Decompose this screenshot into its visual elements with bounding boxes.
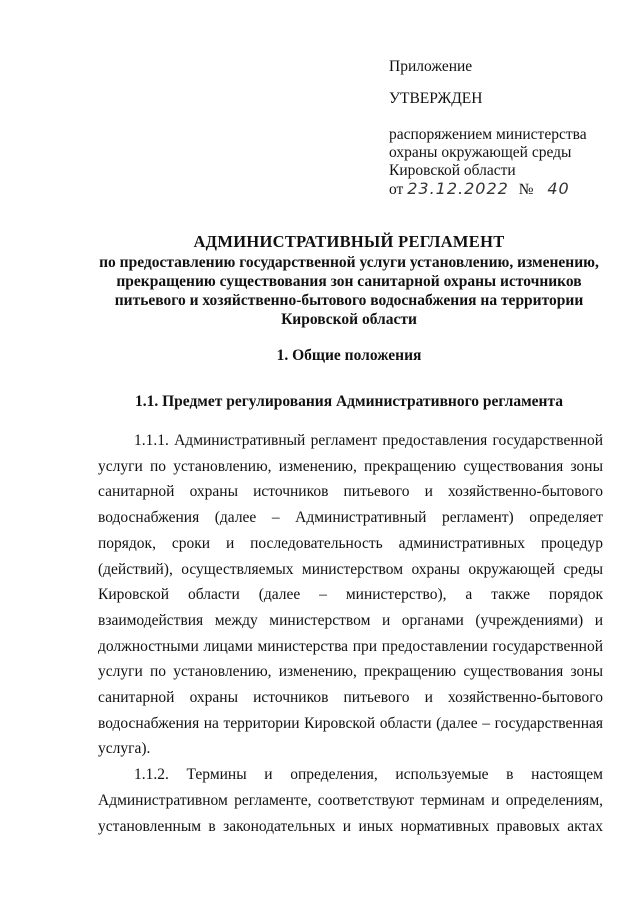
order-line: распоряжением министерства	[389, 126, 587, 143]
approval-block	[389, 58, 629, 199]
document-title	[94, 232, 604, 329]
order-text	[389, 126, 629, 199]
number-sign: №	[518, 181, 534, 198]
handwritten-number: 40	[547, 179, 570, 198]
paragraph-1-1-2: 1.1.2. Термины и определения, используемые в настоящем Административном регламенте, соответствуют терминам и определениям, установленным в законодательных и иных нормативных правовых актах	[98, 766, 603, 835]
order-line: Кировской области	[389, 162, 516, 179]
date-line	[389, 180, 629, 199]
section-heading-general: 1. Общие положения	[276, 347, 422, 364]
paragraph-1-1-1: 1.1.1. Административный регламент предоставления государственной услуги по установлению, изменению, прекращению существования зоны санитарной охраны источников питьевого и хозяйственно-бытового водоснабжения (далее – Административный регламент) определяет порядок, сроки и последовательность административных процедур (действий), осуществляемых министерством охраны окружающей среды Кировской области (далее – министерство), а также порядок взаимодействия между министерством и органами (учреждениями) и должностными лицами министерства при предоставлении государственной услуги по установлению, изменению, прекращению существования зоны санитарной охраны источников питьевого и хозяйственно-бытового водоснабжения на территории Кировской области (далее – государственная услуга).	[98, 432, 603, 758]
order-line: охраны окружающей среды	[389, 144, 572, 161]
title-subtitle: по предоставлению государственной услуги установлению, изменению, прекращению существования зон санитарной охраны источников питьевого и хозяйственно-бытового водоснабжения на территории Кировской области	[99, 254, 599, 328]
appendix-label: Приложение	[389, 58, 473, 75]
handwritten-date: 23.12.2022	[407, 179, 509, 198]
body-text	[98, 428, 603, 839]
title-main: АДМИНИСТРАТИВНЫЙ РЕГЛАМЕНТ	[193, 232, 505, 251]
approved-label: УТВЕРЖДЕН	[389, 90, 483, 107]
section-heading-subject: 1.1. Предмет регулирования Административного регламента	[134, 393, 564, 410]
date-prefix: от	[389, 181, 404, 198]
